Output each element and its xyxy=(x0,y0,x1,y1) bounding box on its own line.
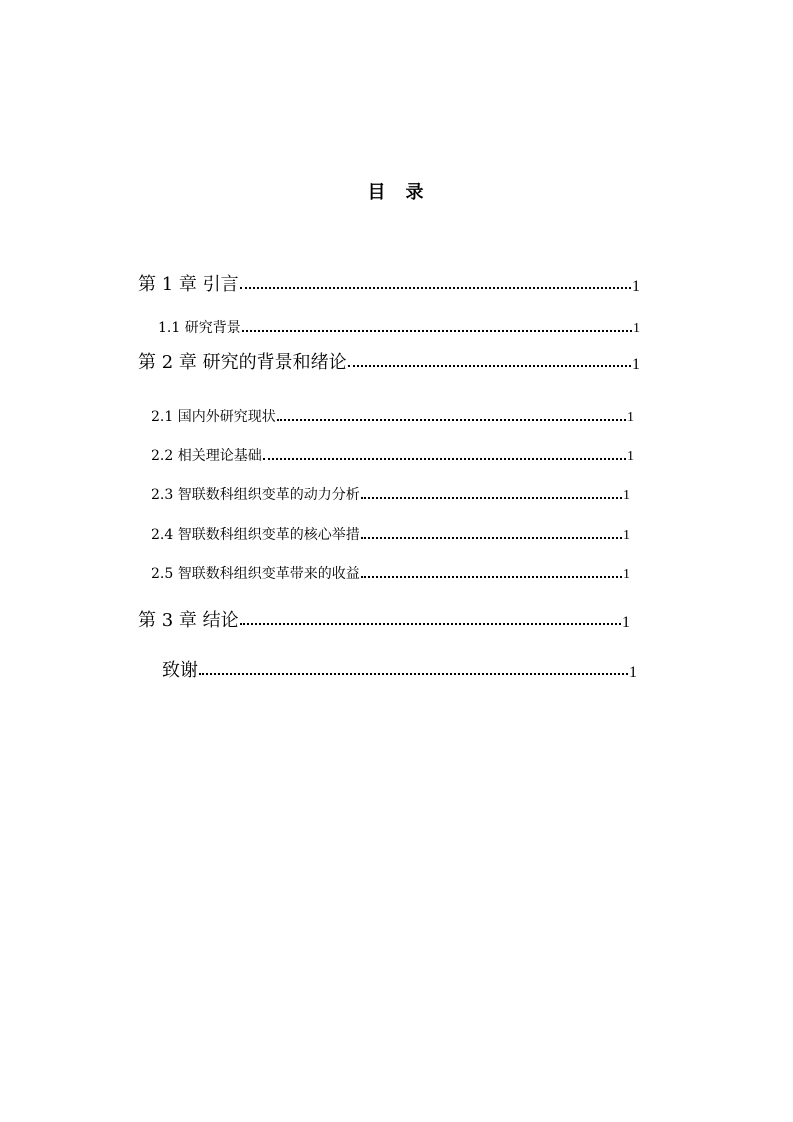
toc-page-number: 1 xyxy=(623,528,630,543)
toc-entry-2-5[interactable] xyxy=(151,559,630,583)
toc-entry-label: 第 2 章 研究的背景和绪论 xyxy=(138,352,347,373)
toc-entry-2-4[interactable] xyxy=(151,520,630,544)
toc-page-number: 1 xyxy=(632,278,640,295)
toc-entry-label: 2.1 国内外研究现状 xyxy=(151,409,276,425)
dot-leader xyxy=(199,673,628,675)
toc-title-char: 录 xyxy=(405,182,426,203)
dot-leader xyxy=(361,497,622,499)
toc-entry-chapter-1[interactable] xyxy=(138,272,640,296)
toc-page-number: 1 xyxy=(633,321,640,336)
dot-leader xyxy=(263,458,626,460)
toc-entry-label: 致谢 xyxy=(162,660,198,681)
toc-entry-chapter-2[interactable] xyxy=(138,350,640,374)
toc-title-char: 目 xyxy=(367,182,388,203)
toc-entry-acknowledgements[interactable] xyxy=(162,658,637,682)
dot-leader xyxy=(361,537,622,539)
toc-entry-label: 2.5 智联数科组织变革带来的收益 xyxy=(151,566,360,582)
dot-leader xyxy=(361,576,622,578)
toc-page-number: 1 xyxy=(632,356,640,373)
toc-entry-label: 第 3 章 结论 xyxy=(138,610,239,631)
toc-title xyxy=(0,178,793,204)
dot-leader xyxy=(242,330,632,332)
toc-entry-chapter-3[interactable] xyxy=(138,608,630,632)
toc-page-number: 1 xyxy=(623,488,630,503)
toc-page-number: 1 xyxy=(627,410,634,425)
dot-leader xyxy=(240,287,631,289)
toc-entry-2-3[interactable] xyxy=(151,480,630,504)
dot-leader xyxy=(277,419,626,421)
dot-leader xyxy=(348,365,631,367)
toc-entry-label: 1.1 研究背景 xyxy=(158,320,241,336)
toc-entry-2-2[interactable] xyxy=(151,441,634,465)
toc-page-number: 1 xyxy=(627,449,634,464)
toc-page-number: 1 xyxy=(629,664,637,681)
toc-entry-1-1[interactable] xyxy=(158,313,640,337)
toc-entry-2-1[interactable] xyxy=(151,402,634,426)
toc-entry-label: 2.3 智联数科组织变革的动力分析 xyxy=(151,487,360,503)
toc-entry-label: 2.2 相关理论基础 xyxy=(151,448,262,464)
toc-entry-label: 2.4 智联数科组织变革的核心举措 xyxy=(151,527,360,543)
dot-leader xyxy=(240,623,621,625)
toc-page-number: 1 xyxy=(623,567,630,582)
toc-entry-label: 第 1 章 引言 xyxy=(138,274,239,295)
toc-page-number: 1 xyxy=(622,614,630,631)
